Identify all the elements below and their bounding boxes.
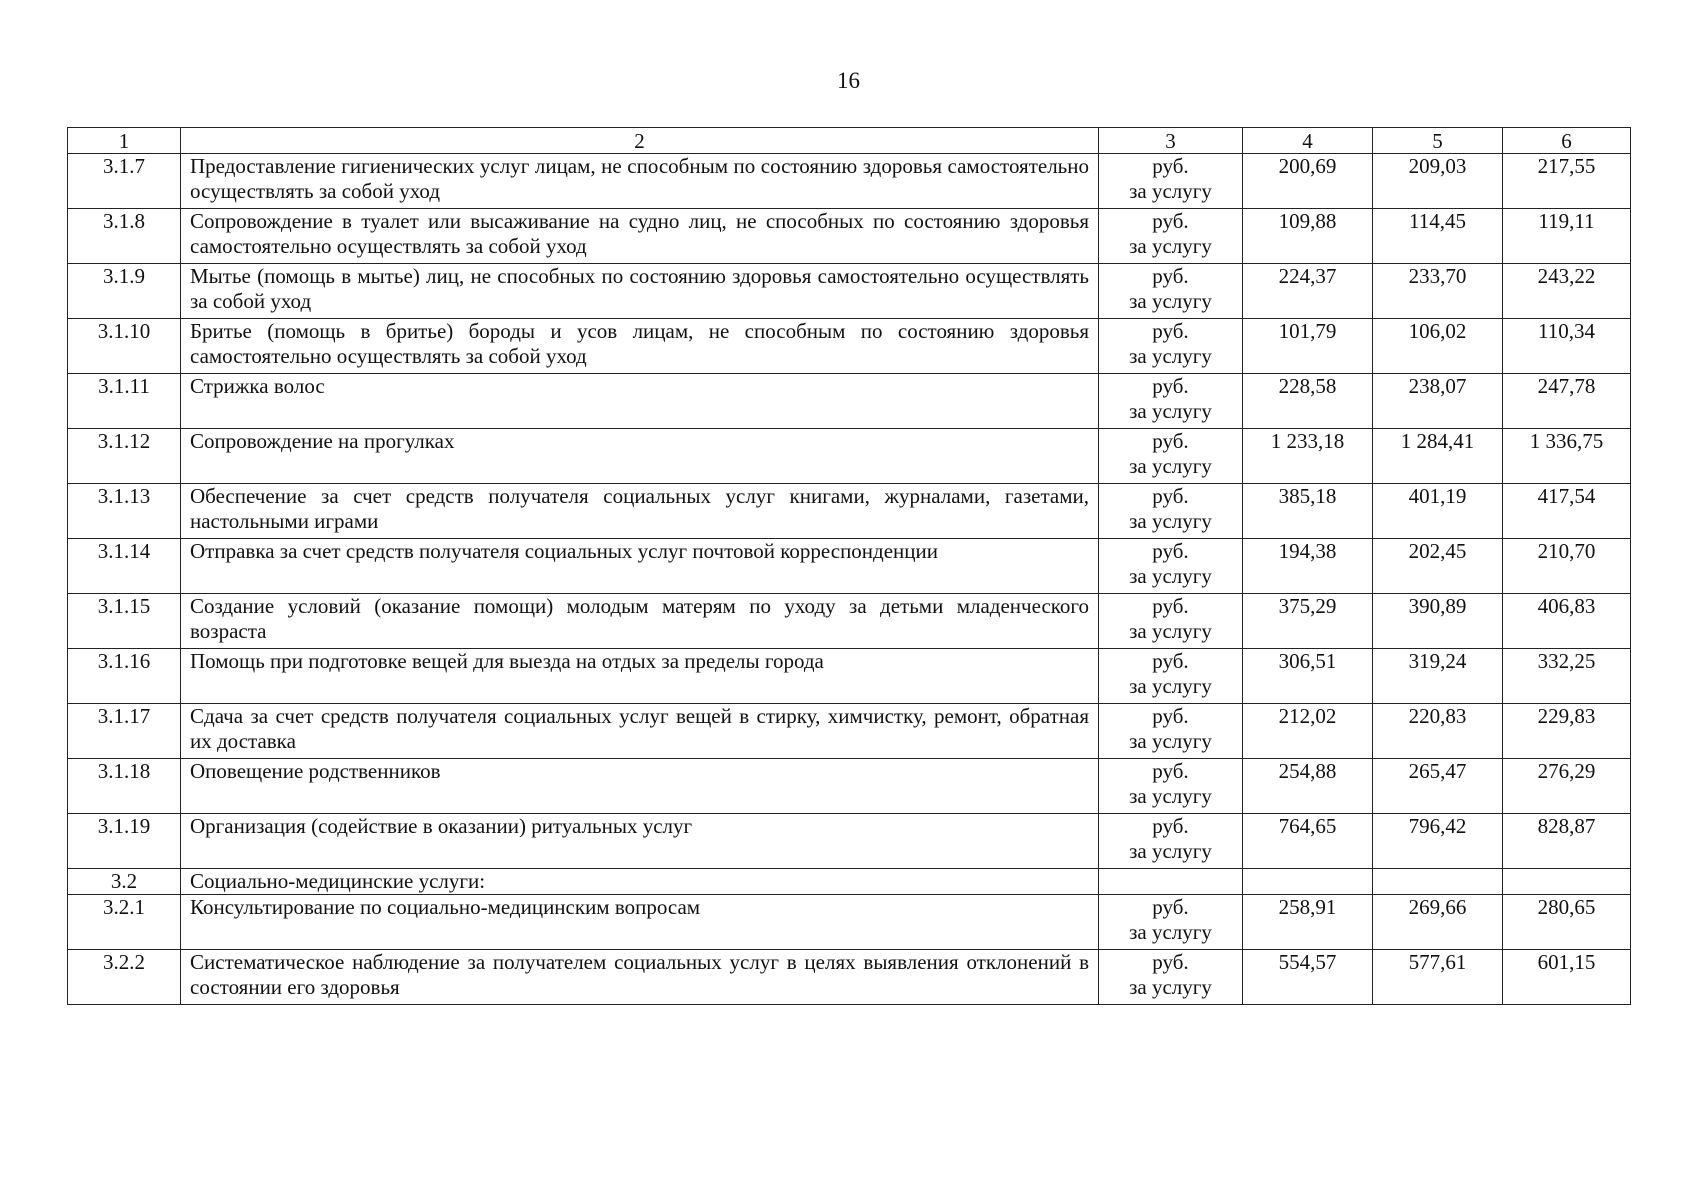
row-number: 3.2.2 (68, 950, 181, 1005)
value-col-5: 114,45 (1373, 209, 1503, 264)
value-col-5: 202,45 (1373, 539, 1503, 594)
row-number: 3.1.11 (68, 374, 181, 429)
unit-cell (1099, 154, 1243, 209)
row-number: 3.1.14 (68, 539, 181, 594)
table-row (68, 319, 1631, 374)
value-col-4: 258,91 (1243, 895, 1373, 950)
unit-currency: руб. (1152, 594, 1189, 618)
service-name: Бритье (помощь в бритье) бороды и усов лицам, не способным по состоянию здоровья самостоятельно осуществлять за собой уход (181, 319, 1099, 374)
service-name: Отправка за счет средств получателя социальных услуг почтовой корреспонденции (181, 539, 1099, 594)
row-number: 3.1.19 (68, 814, 181, 869)
row-number: 3.1.10 (68, 319, 181, 374)
unit-cell (1099, 950, 1243, 1005)
service-name: Предоставление гигиенических услуг лицам, не способным по состоянию здоровья самостоятельно осуществлять за собой уход (181, 154, 1099, 209)
unit-cell (1099, 484, 1243, 539)
header-col-1: 1 (68, 128, 181, 154)
row-number: 3.1.17 (68, 704, 181, 759)
unit-cell (1099, 539, 1243, 594)
service-name: Оповещение родственников (181, 759, 1099, 814)
unit-per-service: за услугу (1129, 619, 1212, 643)
table-row (68, 950, 1631, 1005)
unit-currency: руб. (1152, 704, 1189, 728)
row-number: 3.1.16 (68, 649, 181, 704)
value-col-6: 247,78 (1503, 374, 1631, 429)
value-col-4: 306,51 (1243, 649, 1373, 704)
value-col-6: 406,83 (1503, 594, 1631, 649)
row-number: 3.1.12 (68, 429, 181, 484)
value-col-5: 319,24 (1373, 649, 1503, 704)
value-col-5: 390,89 (1373, 594, 1503, 649)
row-number: 3.1.18 (68, 759, 181, 814)
unit-per-service: за услугу (1129, 399, 1212, 423)
unit-per-service: за услугу (1129, 920, 1212, 944)
unit-cell (1099, 649, 1243, 704)
value-col-5: 106,02 (1373, 319, 1503, 374)
unit-per-service: за услугу (1129, 975, 1212, 999)
unit-per-service: за услугу (1129, 784, 1212, 808)
value-col-5: 577,61 (1373, 950, 1503, 1005)
row-number: 3.2.1 (68, 895, 181, 950)
value-col-5: 233,70 (1373, 264, 1503, 319)
unit-currency: руб. (1152, 484, 1189, 508)
value-col-6: 332,25 (1503, 649, 1631, 704)
unit-currency: руб. (1152, 374, 1189, 398)
value-col-4: 212,02 (1243, 704, 1373, 759)
value-col-5: 401,19 (1373, 484, 1503, 539)
unit-cell (1099, 319, 1243, 374)
table-header (68, 128, 1631, 154)
row-number: 3.1.13 (68, 484, 181, 539)
value-col-6: 119,11 (1503, 209, 1631, 264)
header-row (68, 128, 1631, 154)
table-row (68, 484, 1631, 539)
tariff-table (67, 127, 1631, 1005)
value-col-4: 109,88 (1243, 209, 1373, 264)
unit-per-service: за услугу (1129, 839, 1212, 863)
value-col-5: 220,83 (1373, 704, 1503, 759)
row-number: 3.2 (68, 869, 181, 895)
value-col-4: 200,69 (1243, 154, 1373, 209)
unit-currency: руб. (1152, 264, 1189, 288)
value-col-4: 254,88 (1243, 759, 1373, 814)
value-col-6: 229,83 (1503, 704, 1631, 759)
unit-per-service: за услугу (1129, 289, 1212, 313)
unit-per-service: за услугу (1129, 344, 1212, 368)
value-col-4 (1243, 869, 1373, 895)
service-name: Обеспечение за счет средств получателя социальных услуг книгами, журналами, газетами, настольными играми (181, 484, 1099, 539)
unit-per-service: за услугу (1129, 454, 1212, 478)
unit-cell (1099, 895, 1243, 950)
service-name: Организация (содействие в оказании) ритуальных услуг (181, 814, 1099, 869)
table-row (68, 429, 1631, 484)
unit-cell (1099, 814, 1243, 869)
service-name: Сдача за счет средств получателя социальных услуг вещей в стирку, химчистку, ремонт, обратная их доставка (181, 704, 1099, 759)
value-col-6: 828,87 (1503, 814, 1631, 869)
value-col-6: 243,22 (1503, 264, 1631, 319)
service-name: Создание условий (оказание помощи) молодым матерям по уходу за детьми младенческого возраста (181, 594, 1099, 649)
value-col-6 (1503, 869, 1631, 895)
value-col-6: 217,55 (1503, 154, 1631, 209)
service-name: Стрижка волос (181, 374, 1099, 429)
unit-cell (1099, 264, 1243, 319)
value-col-4: 194,38 (1243, 539, 1373, 594)
value-col-5: 269,66 (1373, 895, 1503, 950)
row-number: 3.1.7 (68, 154, 181, 209)
value-col-5: 209,03 (1373, 154, 1503, 209)
unit-per-service: за услугу (1129, 179, 1212, 203)
value-col-6: 280,65 (1503, 895, 1631, 950)
table-row (68, 649, 1631, 704)
table-row (68, 374, 1631, 429)
unit-per-service: за услугу (1129, 729, 1212, 753)
service-name: Социально-медицинские услуги: (181, 869, 1099, 895)
service-name: Сопровождение на прогулках (181, 429, 1099, 484)
value-col-6: 110,34 (1503, 319, 1631, 374)
value-col-5: 796,42 (1373, 814, 1503, 869)
table-row (68, 264, 1631, 319)
table-row (68, 209, 1631, 264)
value-col-5: 238,07 (1373, 374, 1503, 429)
service-name: Систематическое наблюдение за получателем социальных услуг в целях выявления отклонений в состоянии его здоровья (181, 950, 1099, 1005)
service-name: Сопровождение в туалет или высаживание на судно лиц, не способных по состоянию здоровья самостоятельно осуществлять за собой уход (181, 209, 1099, 264)
value-col-4: 1 233,18 (1243, 429, 1373, 484)
unit-cell (1099, 704, 1243, 759)
unit-currency: руб. (1152, 429, 1189, 453)
value-col-4: 224,37 (1243, 264, 1373, 319)
unit-currency: руб. (1152, 895, 1189, 919)
value-col-4: 764,65 (1243, 814, 1373, 869)
value-col-6: 601,15 (1503, 950, 1631, 1005)
table-body (68, 154, 1631, 1005)
header-col-2: 2 (181, 128, 1099, 154)
header-col-6: 6 (1503, 128, 1631, 154)
header-col-3: 3 (1099, 128, 1243, 154)
value-col-4: 375,29 (1243, 594, 1373, 649)
unit-currency: руб. (1152, 209, 1189, 233)
row-number: 3.1.8 (68, 209, 181, 264)
section-row (68, 869, 1631, 895)
value-col-4: 228,58 (1243, 374, 1373, 429)
unit-currency: руб. (1152, 814, 1189, 838)
unit-currency: руб. (1152, 154, 1189, 178)
table-row (68, 759, 1631, 814)
unit-cell (1099, 209, 1243, 264)
unit-currency: руб. (1152, 319, 1189, 343)
row-number: 3.1.9 (68, 264, 181, 319)
unit-cell (1099, 759, 1243, 814)
header-col-4: 4 (1243, 128, 1373, 154)
table-row (68, 704, 1631, 759)
unit-cell (1099, 429, 1243, 484)
table-row (68, 895, 1631, 950)
unit-cell (1099, 594, 1243, 649)
unit-per-service: за услугу (1129, 234, 1212, 258)
unit-currency: руб. (1152, 649, 1189, 673)
value-col-5: 1 284,41 (1373, 429, 1503, 484)
unit-cell (1099, 374, 1243, 429)
value-col-5: 265,47 (1373, 759, 1503, 814)
value-col-6: 1 336,75 (1503, 429, 1631, 484)
value-col-6: 210,70 (1503, 539, 1631, 594)
value-col-6: 417,54 (1503, 484, 1631, 539)
value-col-6: 276,29 (1503, 759, 1631, 814)
unit-currency: руб. (1152, 539, 1189, 563)
row-number: 3.1.15 (68, 594, 181, 649)
page-number: 16 (837, 68, 860, 93)
unit-currency: руб. (1152, 759, 1189, 783)
unit-cell (1099, 869, 1243, 895)
service-name: Помощь при подготовке вещей для выезда на отдых за пределы города (181, 649, 1099, 704)
unit-per-service: за услугу (1129, 509, 1212, 533)
unit-per-service: за услугу (1129, 674, 1212, 698)
value-col-4: 554,57 (1243, 950, 1373, 1005)
table-row (68, 539, 1631, 594)
table-row (68, 594, 1631, 649)
table-row (68, 154, 1631, 209)
service-name: Консультирование по социально-медицинским вопросам (181, 895, 1099, 950)
header-col-5: 5 (1373, 128, 1503, 154)
unit-per-service: за услугу (1129, 564, 1212, 588)
unit-currency: руб. (1152, 950, 1189, 974)
table-row (68, 814, 1631, 869)
value-col-4: 385,18 (1243, 484, 1373, 539)
value-col-4: 101,79 (1243, 319, 1373, 374)
value-col-5 (1373, 869, 1503, 895)
service-name: Мытье (помощь в мытье) лиц, не способных по состоянию здоровья самостоятельно осуществлять за собой уход (181, 264, 1099, 319)
